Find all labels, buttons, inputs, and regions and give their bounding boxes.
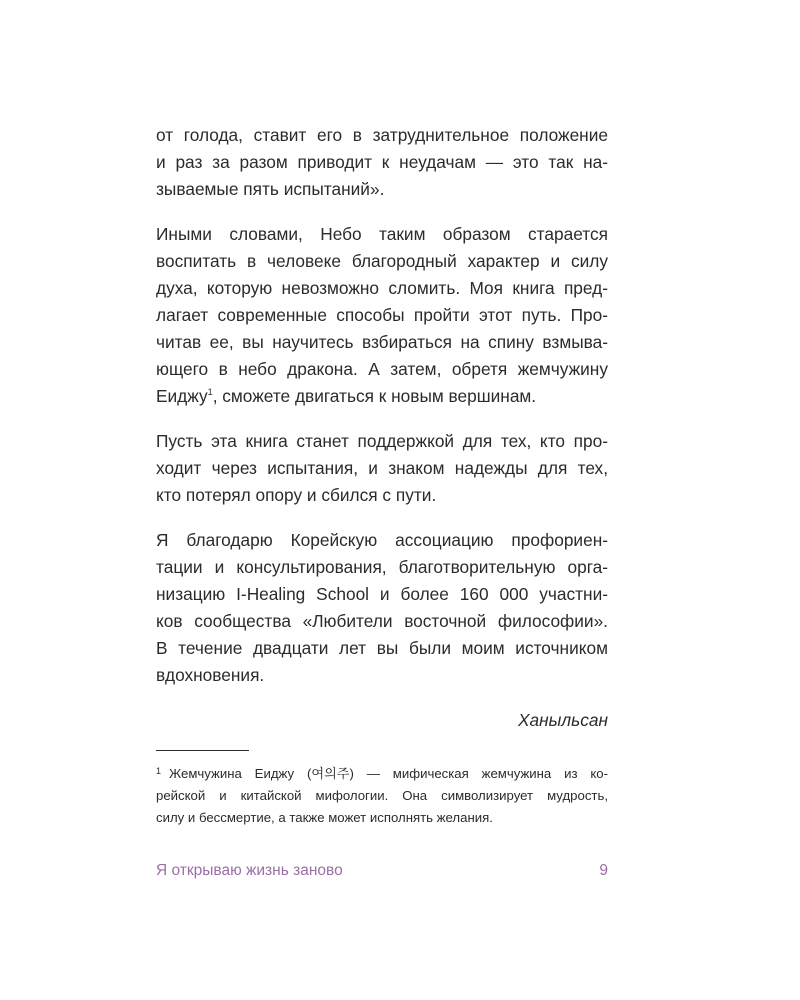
text-line: Еиджу$^1$, сможете двигаться к новым вершинам.: [156, 386, 537, 406]
paragraph-1: [156, 122, 608, 203]
text-line: духа, которую невозможно сломить. Моя книга пред-: [156, 278, 608, 298]
text-line: Я благодарю Корейскую ассоциацию профориен-: [156, 530, 608, 550]
text-line: вдохновения.: [156, 665, 265, 685]
text-line: Иными словами, Небо таким образом старается: [156, 224, 608, 244]
paragraph-4: [156, 527, 608, 689]
text-line: низацию I-Healing School и более 160 000 участни-: [156, 584, 608, 604]
footnote-line: рейской и китайской мифологии. Она символизирует мудрость,: [156, 788, 608, 803]
author-signature: Ханыльсан: [518, 710, 608, 730]
text-line: кто потерял опору и сбился с пути.: [156, 485, 437, 505]
text-line: тации и консультирования, благотворительную орга-: [156, 557, 608, 577]
footnote-reference[interactable]: 1: [207, 387, 213, 398]
page-number: 9: [599, 862, 608, 879]
text-line: воспитать в человеке благородный характер и силу: [156, 251, 608, 271]
text-line: Пусть эта книга станет поддержкой для тех, кто про-: [156, 431, 608, 451]
page-body: [156, 122, 608, 734]
book-title: Я открываю жизнь заново: [156, 862, 343, 879]
text-line: зываемые пять испытаний».: [156, 179, 385, 199]
text-line: ющего в небо дракона. А затем, обретя жемчужину: [156, 359, 608, 379]
footnote-line: $^1$ Жемчужина Еиджу (여의주) — мифическая жемчужина из ко-: [156, 766, 608, 781]
text-line: В течение двадцати лет вы были моим источником: [156, 638, 608, 658]
footnote: [156, 760, 608, 829]
text-line: от голода, ставит его в затруднительное положение: [156, 125, 608, 145]
text-line: и раз за разом приводит к неудачам — это так на-: [156, 152, 608, 172]
footnote-line: силу и бессмертие, а также может исполнять желания.: [156, 810, 493, 825]
text-line: ков сообщества «Любители восточной философии».: [156, 611, 608, 631]
text-line: ходит через испытания, и знаком надежды для тех,: [156, 458, 608, 478]
paragraph-2: [156, 221, 608, 410]
footnote-number: 1: [156, 766, 162, 776]
footnote-divider: [156, 750, 249, 751]
text-line: лагает современные способы пройти этот путь. Про-: [156, 305, 608, 325]
text-line: читав ее, вы научитесь взбираться на спину взмыва-: [156, 332, 608, 352]
paragraph-3: [156, 428, 608, 509]
running-footer: [156, 862, 608, 880]
